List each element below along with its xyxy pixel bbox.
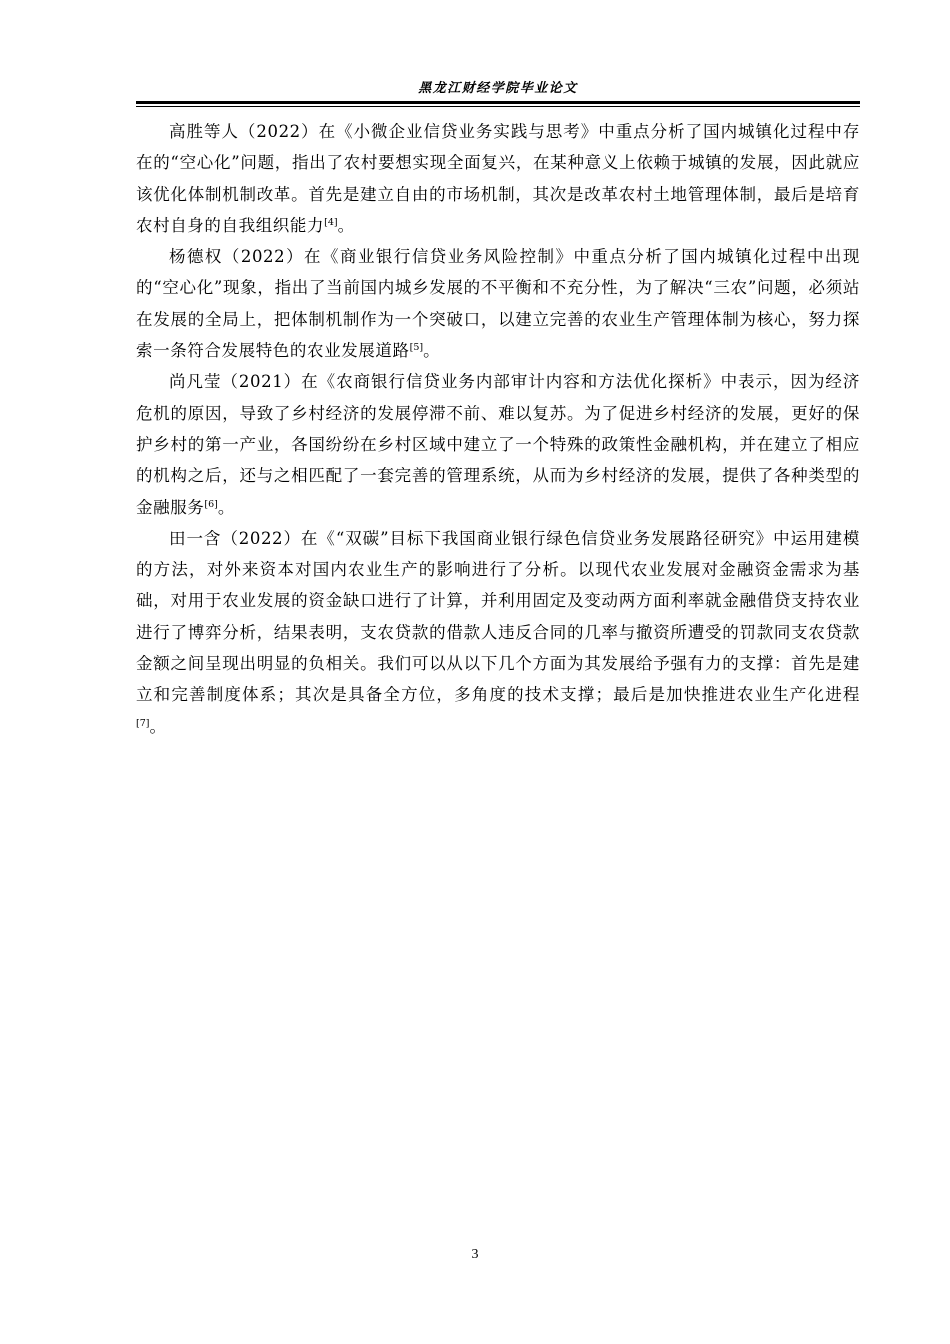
paragraph-end: 。 [149, 716, 167, 736]
paragraph-end: 。 [337, 215, 355, 235]
page-header-title: 黑龙江财经学院毕业论文 [418, 81, 578, 96]
body-text [136, 116, 860, 742]
paragraph-end: 。 [217, 497, 235, 517]
paragraph [136, 366, 860, 522]
page-number: 3 [471, 1247, 479, 1262]
header-rule-thick [136, 101, 860, 104]
paragraph-text: 杨德权（2022）在《商业银行信贷业务风险控制》中重点分析了国内城镇化过程中出现的“空心化”现象，指出了当前国内城乡发展的不平衡和不充分性，为了解决“三农”问题，必须站在发展的全局上，把体制机制作为一个突破口，以建立完善的农业生产管理体制为核心，努力探索一条符合发展特色的农业发展道路 [136, 247, 860, 361]
paragraph [136, 241, 860, 366]
paragraph-text: 高胜等人（2022）在《小微企业信贷业务实践与思考》中重点分析了国内城镇化过程中存在的“空心化”问题，指出了农村要想实现全面复兴，在某种意义上依赖于城镇的发展，因此就应该优化体制机制改革。首先是建立自由的市场机制，其次是改革农村土地管理体制，最后是培育农村自身的自我组织能力 [136, 122, 860, 235]
paragraph [136, 116, 860, 241]
citation-ref: [6] [204, 498, 218, 510]
citation-ref: [4] [324, 216, 338, 228]
paragraph-text: 尚凡莹（2021）在《农商银行信贷业务内部审计内容和方法优化探析》中表示，因为经济危机的原因，导致了乡村经济的发展停滞不前、难以复苏。为了促进乡村经济的发展，更好的保护乡村的第一产业，各国纷纷在乡村区域中建立了一个特殊的政策性金融机构，并在建立了相应的机构之后，还与之相匹配了一套完善的管理系统，从而为乡村经济的发展，提供了各种类型的金融服务 [136, 372, 860, 517]
citation-ref: [7] [136, 717, 150, 729]
paragraph-text: 田一含（2022）在《“双碳”目标下我国商业银行绿色信贷业务发展路径研究》中运用建模的方法，对外来资本对国内农业生产的影响进行了分析。以现代农业发展对金融资金需求为基础，对用于农业发展的资金缺口进行了计算，并利用固定及变动两方面利率就金融借贷支持农业进行了博弈分析，结果表明，支农贷款的借款人违反合同的几率与撤资所遭受的罚款同支农贷款金额之间呈现出明显的负相关。我们可以从以下几个方面为其发展给予强有力的支撑：首先是建立和完善制度体系；其次是具备全方位，多角度的技术支撑；最后是加快推进农业生产化进程 [136, 528, 860, 705]
citation-ref: [5] [409, 342, 424, 354]
header-rule-thin [136, 106, 860, 107]
paragraph [136, 523, 860, 742]
paragraph-end: 。 [423, 341, 441, 361]
